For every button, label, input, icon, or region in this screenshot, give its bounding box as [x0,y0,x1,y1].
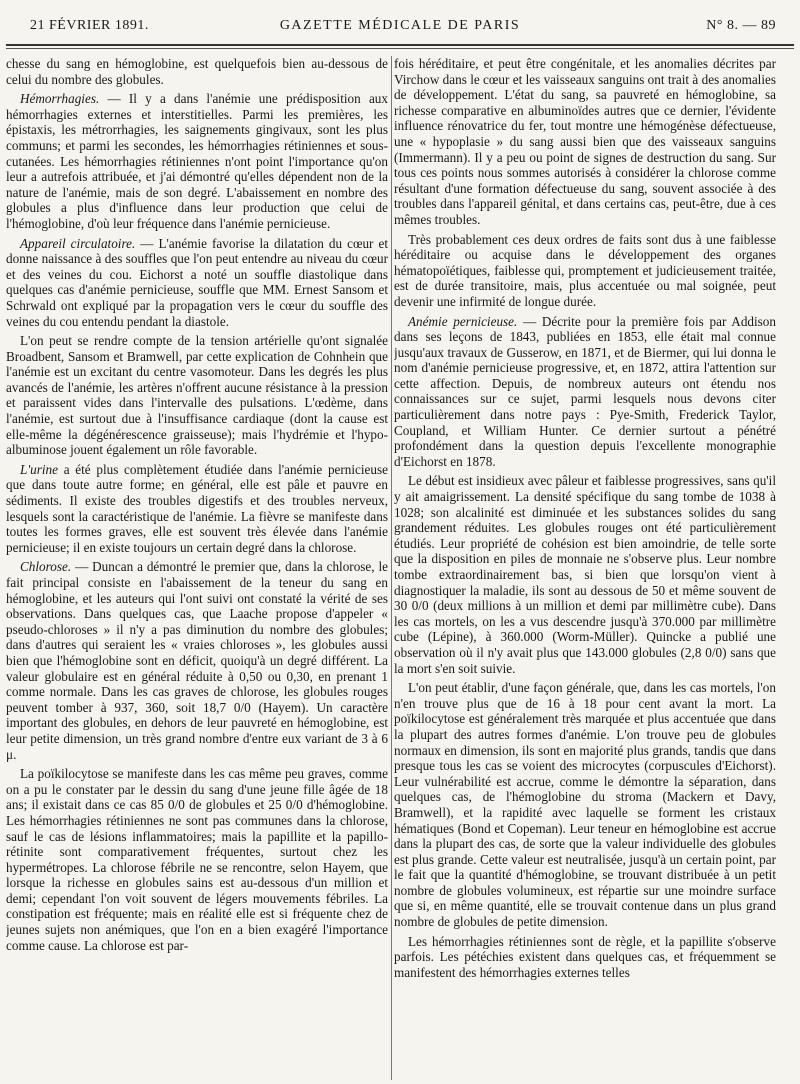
issue-date: 21 FÉVRIER 1891. [30,18,149,33]
paragraph-text: — Duncan a démontré le premier que, dans la chlorose, le fait principal consiste en l'abaissement de la teneur du sang en hémoglobine, et les auteurs qui l'ont suivi ont constaté la vérité de ses observations. Dans quelques cas, que Laache propose d'appeler « pseudo-chloroses » il n'y a pas diminution du nombre des globules; dans d'autres qui seraient les « vraies chloroses », les globules aussi bien que l'hémoglobine sont en déficit, quoiqu'à un degré différent. La valeur globulaire est en général réduite à 0,50 ou 0,30, en prenant 1 comme normale. Dans les cas graves de chlorose, les globules rouges peuvent tomber à 937, 360, soit 18,7 0/0 (Hayem). Un caractère important des globules, en dehors de leur pauvreté en hémoglobine, est leur petite dimension, un très grand nombre d'entre eux variant de 3 à 6 μ. [6,559,388,762]
paragraph: La poïkilocytose se manifeste dans les cas même peu graves, comme on a pu le constater par le dessin du sang d'une jeune fille âgée de 18 ans; il existait dans ce cas 85 0/0 de globules et 25 0/0 d'hémoglobine. Les hémorrhagies rétiniennes ne sont pas communes dans la chlorose, sauf le cas de lésions inflammatoires; mais la papillite et la papillo-rétinite sont comparativement fréquentes, surtout chez les hypermétropes. La chlorose fébrile ne se rencontre, selon Hayem, que lorsque la richesse en globules sains est au-dessous d'un million et demi; cependant l'on voit souvent de légers mouvements fébriles. La constipation est fréquente; mais en réalité elle est si fréquente chez de jeunes sujets non anémiques, que l'on en a bien exagéré l'importance comme cause. La chlorose est par- [6,766,388,953]
paragraph-anemie-pernicieuse [394,314,776,470]
column-divider [391,56,392,1080]
section-heading: Appareil circulatoire. [20,235,136,251]
paragraph: Le début est insidieux avec pâleur et faiblesse progressives, sans qu'il y ait amaigrissement. La densité spécifique du sang tombe de 1038 à 1028; son alcalinité est diminuée et les substances solides du sang grandement réduites. Les globules rouges ont été particulièrement étudiés. Leur propriété de cohésion est bien amoindrie, de telle sorte que la disposition en piles de monnaie ne s'observe plus. Leur nombre tombe extraordinairement bas, si bien que lorsqu'on vient à diagnostiquer la maladie, ils sont au dessous de 50 et même souvent de 30 0/0 (deux millions à un million et demi par millimètre cube). Dans les cas mortels, on les a vus descendre jusqu'à 370.000 par millimètre cube (Lépine), à 360.000 (Worm-Müller). Quincke a publié une observation où il n'y avait plus que 143.000 globules (2,8 0/0) sans que la mort s'en soit suivie. [394,473,776,676]
section-heading: Chlorose. [20,559,72,575]
header-rule [6,44,794,46]
paragraph-hemorrhagies [6,91,388,231]
paragraph-chlorose [6,559,388,762]
paragraph: Les hémorrhagies rétiniennes sont de règle, et la papillite s'observe parfois. Les pétéchies existent dans quelques cas, et fréquemment se manifestent des hémorrhagies externes telles [394,933,776,980]
right-column [394,56,776,1080]
article-columns [6,56,794,1080]
paragraph-text: a été plus complètement étudiée dans l'anémie pernicieuse que dans toute autre forme; en général, elle est pâle et pauvre en sédiments. Il existe des troubles digestifs et des troubles nerveux, lesquels sont la caractéristique de l'anémie. La fièvre se manifeste dans toutes les formes graves, elle est souvent très élevée dans l'anémie pernicieuse; il en existe toujours un certain degré dans la chlorose. [6,461,388,555]
paragraph: fois héréditaire, et peut être congénitale, et les anomalies décrites par Virchow dans le cœur et les vaisseaux sanguins ont trait à des anomalies de développement. L'état du sang, sa pauvreté en hémoglobine, sa richesse comparative en albuminoïdes autres que ce dernier, l'évidente influence rénovatrice du fer, tout montre une hémogénèse défectueuse, une « hypoplasie » du sang aussi bien que des vaisseaux sanguins (Immermann). Il y a peu ou point de signes de destruction du sang. Sur tous ces points nous sommes autorisés à considérer la chlorose comme résultant d'une formation défectueuse du sang, souvent associée à des troubles dans l'appareil génital, et dans certains cas, peut-être, due à ces mêmes troubles. [394,56,776,227]
page-header [10,18,790,40]
paragraph-urine [6,462,388,556]
journal-title: GAZETTE MÉDICALE DE PARIS [279,18,521,33]
paragraph: L'on peut se rendre compte de la tension artérielle qu'ont signalée Broadbent, Sansom et Bramwell, par cette explication de Cohnhein que l'anémie est un excitant du centre vasomoteur. Dans les degrés les plus avancés de l'anémie, les artères n'offrent aucune résistance à la pression et paraissent vides dans l'intervalle des pulsations. L'œdème, dans l'anémie, est surtout due à l'insuffisance cardiaque (dont la cause est elle-même la dégénérescence graisseuse); mais l'hydrémie et l'hypo-albuminose jouent également un rôle favorable. [6,333,388,458]
paragraph: Très probablement ces deux ordres de faits sont dus à une faiblesse héréditaire ou acquise dans le développement des organes hématopoïétiques, faiblesse qui, promptement et judicieusement traitée, est de durée transitoire, mais, plus accentuée ou mal soignée, peut devenir une infirmité de longue durée. [394,231,776,309]
paragraph: chesse du sang en hémoglobine, est quelquefois bien au-dessous de celui du nombre des globules. [6,56,388,87]
paragraph: L'on peut établir, d'une façon générale, que, dans les cas mortels, l'on n'en trouve plus que de 16 à 18 pour cent avant la mort. La poïkilocytose est généralement très marquée et plus accentuée que dans la plupart des autres formes d'anémie. L'on trouve peu de globules normaux en dimension, ils sont en majorité plus grands, tandis que dans presque tous les cas se voient des microcytes (corpuscules d'Eichorst). Leur vulnérabilité est accrue, comme le démontre la séparation, dans quelques cas, de l'hémoglobine du stroma (Mackern et Davy, Bramwell), et la rapidité avec laquelle se forment les cristaux hématiques (Bond et Copeman). Leur teneur en hémoglobine est accrue dans la plupart des cas, de sorte que la valeur individuelle des globules est plus grande. Cette valeur est neutralisée, jusqu'à un certain point, par le fait que la quantité d'hémoglobine, se trouvant distribuée à un petit nombre de globules volumineux, est répartie sur une moindre surface que si, en même quantité, elle se trouvait contenue dans un plus grand nombre de globules de petite dimension. [394,680,776,930]
section-heading: Anémie pernicieuse. [408,313,518,329]
paragraph-text: — L'anémie favorise la dilatation du cœur et donne naissance à des souffles que l'on peut entendre au niveau du cœur et des veines du cou. Eichorst a noté un souffle diastolique dans quelques cas d'anémie pernicieuse, souffle que MM. Ernest Sansom et Schrwald ont expliqué par la propagation vers le cœur du souffle des veines du cou entendu pendant la diastole. [6,235,388,329]
section-heading: Hémorrhagies. [20,91,100,107]
page-number: N° 8. — 89 [706,18,776,33]
paragraph-text: — Il y a dans l'anémie une prédisposition aux hémorrhagies externes et interstitielles. Parmi les premières, les épistaxis, les métrorrhagies, les saignements gingivaux, sont les plus communs; et parmi les secondes, les hémorrhagies rétiniennes et sous-cutanées. Les hémorrhagies rétiniennes n'ont point l'importance qu'on leur a autrefois attribuée, et j'ai démontré qu'elles dépendent non de la nature de l'anémie, mais de son degré. L'abaissement en nombre des globules a plus d'influence dans leur production que celui de l'hémoglobine, d'où leur fréquence dans l'anémie pernicieuse. [6,91,388,231]
paragraph-text: — Décrite pour la première fois par Addison dans ses leçons de 1843, publiées en 1853, elle était mal connue jusqu'aux travaux de Gusserow, en 1871, et de Biermer, qui lui donna le nom d'anémie pernicieuse progressive, et, en 1872, attira l'attention sur cette affection. Depuis, de nombreux auteurs ont étendu nos connaissances sur ce sujet, parmi lesquels nous devons citer particulièrement dans notre pays : Pye-Smith, Frederick Taylor, Coupland, et William Hunter. Ce dernier surtout a pénétré profondément dans la question depuis l'excellente monographie d'Eichorst en 1878. [394,313,776,469]
paragraph-appareil-circulatoire [6,236,388,330]
left-column [6,56,388,1080]
header-rule-thin [6,48,794,49]
section-heading: L'urine [20,461,58,477]
